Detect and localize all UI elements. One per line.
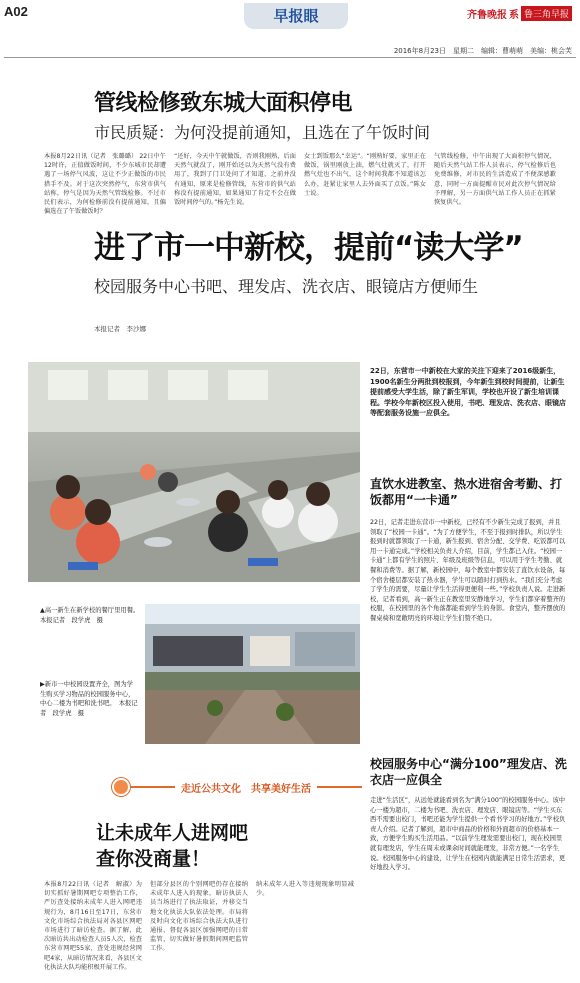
banner-text: 走近公共文化 共享美好生活 (181, 783, 311, 795)
article2-body2: 走进“生活区”，从远处就能看到名为“满分100”的校园服务中心。该中心一楼为超市，二楼为书吧、洗衣店、理发店、眼镜店等。“学生买东西不需要出校门，书吧还能为学生提供一个看书学习的好地方。”学校负责人介绍。记者了解到，超市中商品的价格和外面超市的价格基本一致，方便学生购买生活用品。“以前学生理发需要出校门，现在校园里就有理发店，学生在周末或课余时间就能理发，非常方便。”一名学生说。校园服务中心的建设，让学生在校园内就能满足日常生活需求，更好地投入学习。 (370, 797, 566, 872)
flower-icon (112, 778, 130, 796)
article3-title (96, 820, 248, 872)
article1-body (44, 152, 564, 216)
article2-byline: 本报记者 李沙娜 (94, 325, 146, 333)
article2-body1: 22日，记者走进东营市一中新校，已经有不少新生完成了报到，并且领取了“校园一卡通”。“为了方便学生，不至于报到时排队，所以学生报到时就都领取了一卡通，新生报到、宿舍分配、交学费、吃饭都可以用一卡通完成。”学校相关负责人介绍，目前，学生都已入住。“校园一卡通”上都有学生的照片、年级及班级等信息，可以用于学生考勤、就餐和消费等。据了解，新校园中，每个教室中都安装了直饮水设备，每个宿舍楼层都安装了热水器，学生可以随时打到热水。“我们充分考虑了学生的需要，尽量让学生生活得更便利一些。”学校负责人说。走进新校，记者看到，高一新生正在教室里安静地学习，学生们都穿着整齐的校服，在校园里的各个角落都能看到学生的身影。食堂内，整齐摆放的餐桌椅和宽敞明亮的环境让学生们赞不绝口。 (370, 519, 566, 622)
service-center-photo (145, 604, 360, 744)
masthead-badge: 鲁三角早报 (521, 6, 572, 21)
date-editor-line: 2016年8月23日 星期二 编辑：曹萌萌 美编：桃会芙 (393, 47, 572, 55)
article3-col3: 纳未成年人进入等违规现象明显减少。 (256, 881, 354, 898)
article1-col2: “还好，今天中午就做饭，否则我刚熟，后面天然气就没了，刚开始还以为天然气没有费用了，我到了门卫处问了才知道，之前并没有通知，原来是检修管线，东营市的供气站称没有提前通知，如果通知了肯定不会在做饭时间停气的。”杨先生说。 (174, 153, 296, 207)
photo1-caption: ▲高一新生在新学校的餐厅里用餐。 本报记者 段学虎 摄 (40, 607, 143, 624)
newspaper-logo: 齐鲁晚报 (466, 10, 507, 21)
article1-col4: 气管线检修，中午出现了大面积停气情况，随后天然气站工作人员表示，停气检修后也免费维修，对市民的生活造成了不便深感歉意，同时一方面提醒市民对此次停气情况给予理解，另一方面供气站工作人员正在抓紧恢复供气。 (434, 153, 556, 207)
masthead-series: 系 (508, 10, 519, 21)
culture-banner (112, 776, 362, 798)
cafeteria-photo-image (28, 362, 360, 582)
article3-body (44, 880, 362, 976)
page-number: A02 (4, 4, 28, 19)
banner-line-left (130, 786, 175, 788)
article2-subhead2: 校园服务中心“满分100”理发店、洗衣店一应俱全 (370, 757, 567, 787)
article3-title-line2: 查你没商量！ (96, 848, 211, 870)
article2-title: 进了市一中新校，提前“读大学” (94, 230, 523, 266)
banner-line-right (317, 786, 362, 788)
article1-col1: 本报8月22日讯（记者 张璐璐） 22日中午12时许，正值做饭时间，不少东城市民却遭遇了一场停气风波，这让不少正做饭的市民措手不及。对于这次突然停气，东营市供气站称，停气是因为天然气管线检修。不过市民们表示，为何检修前没有提前通知，且偏偏选在了午饭做饭时？ (44, 153, 166, 216)
article1-title: 管线检修致东城大面积停电 (94, 91, 353, 116)
article1-col3: 女士到饭那么“幸运”。“刚熟好要，家里正在做饭，锅里刚放上油，燃气灶就灭了，打开燃气灶也不出气，这个时间我都不知道该怎么办，赶紧让家里人去外面买了点饭。”陈女士说。 (304, 153, 426, 197)
article2-subhead1: 直饮水进教室、热水进宿舍考勤、打饭都用“一卡通” (370, 477, 563, 507)
article3-col2: 但部分县区的个别网吧仍存在接纳未成年人进入的现象，暗访执法人员当场进行了执法取证，并移交当地文化执法大队依法处理。市局将及时向文化市场综合执法大队进行通报，督促各县区加强网吧的日常监管，切实做好暑假期间网吧监管工作。 (150, 881, 248, 953)
header-divider (4, 57, 576, 58)
masthead (467, 6, 572, 21)
article3-title-line1: 让未成年人进网吧 (96, 822, 249, 844)
photo2-caption: ▶新市一中校园设置齐全，图为学生购买学习物品的校园服务中心，中心二楼为书吧和洗书吧。 本报记者 段学虎 摄 (40, 681, 138, 717)
article2-subtitle: 校园服务中心书吧、理发店、洗衣店、眼镜店方便师生 (94, 277, 479, 296)
article3-col1: 本报8月22日讯（记者 解淑）为切实抓好暑期网吧专项整治工作，严厉查处接纳未成年人进入网吧违规行为，8月16日至17日，东营市文化市场综合执法局对各县区网吧市场进行了暗访检查。据了解，此次暗访共出动检查人员5人次，检查东营市网吧55家，查处违规经营网吧4家，从暗访情况来看，各县区文化执法大队均能积极开展工作。 (44, 881, 142, 971)
section-title: 早报眼 (244, 3, 348, 29)
article1-subtitle: 市民质疑：为何没提前通知，且选在了午饭时间 (94, 123, 431, 142)
article2-lead: 22日，东营市一中新校在大家的关注下迎来了2016级新生，1900名新生分两批到校报到，今年新生到校时间提前，让新生提前感受大学生活，除了新生军训，学校也开设了新生培训课程。学校今年新校区投入使用，书吧、理发店、洗衣店、眼镜店等配套服务设施一应俱全。 (370, 367, 566, 417)
service-center-photo-image (145, 604, 360, 744)
cafeteria-photo (28, 362, 360, 582)
